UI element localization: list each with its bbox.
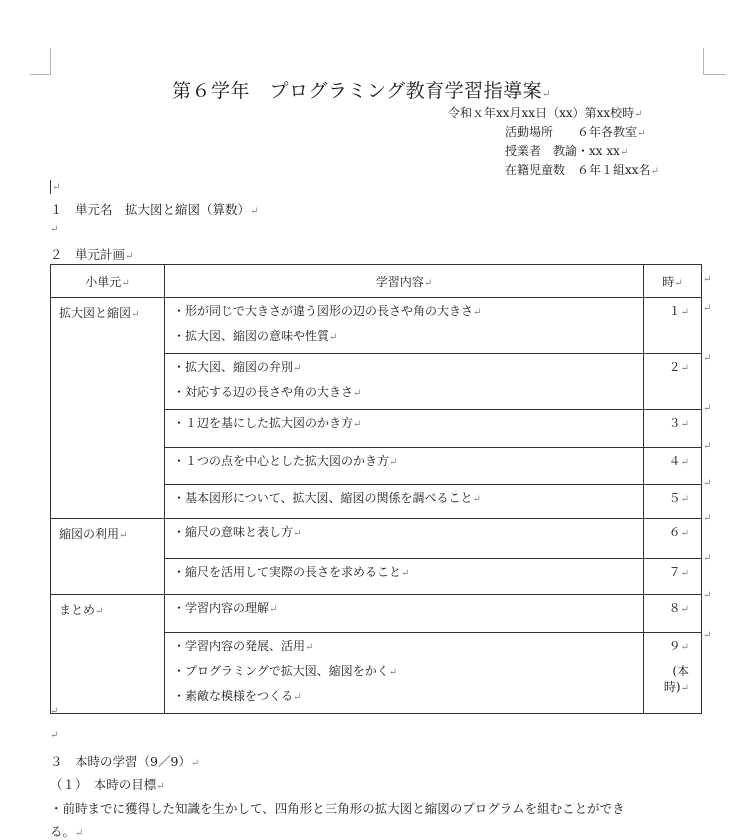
content-cell: ・１つの点を中心とした拡大図のかき方↵ [165, 448, 644, 485]
paragraph-mark: ↵ [50, 706, 59, 717]
hour-cell: ４↵ [644, 448, 702, 485]
meta-students: 在籍児童数 ６年１組xx名↵ [505, 163, 659, 177]
hour-cell: ９↵ (本時)↵ [644, 633, 702, 714]
goal-text-line-2: る。↵ [50, 824, 84, 839]
paragraph-mark: ↵ [619, 147, 629, 158]
content-cell: ・縮尺の意味と表し方↵ [165, 519, 644, 559]
content-cell: ・形が同じで大きさが違う図形の辺の長さや角の大きさ↵ ・拡大図、縮図の意味や性質↵ [165, 298, 644, 354]
table-header-row [51, 265, 702, 298]
text-cursor [50, 180, 51, 194]
paragraph-mark: ↵ [52, 182, 61, 193]
meta-date: 令和ｘ年xx月xx日（xx）第xx校時↵ [448, 106, 643, 120]
row-end-mark: ↵ [703, 353, 712, 364]
content-cell: ・１辺を基にした拡大図のかき方↵ [165, 410, 644, 448]
paragraph-mark: ↵ [542, 89, 552, 100]
hour-cell: ７↵ [644, 559, 702, 595]
content-cell: ・縮尺を活用して実際の長さを求めること↵ [165, 559, 644, 595]
table-row [51, 519, 702, 559]
content-cell: ・基本図形について、拡大図、縮図の関係を調べること↵ [165, 485, 644, 519]
hour-cell: ６↵ [644, 519, 702, 559]
meta-place: 活動場所 ６年各教室↵ [505, 125, 646, 139]
row-end-mark: ↵ [703, 274, 712, 285]
hour-cell: ８↵ [644, 595, 702, 633]
row-end-mark: ↵ [703, 403, 712, 414]
unit-cell: まとめ↵ [51, 595, 165, 714]
document-title: 第６学年 プログラミング教育学習指導案↵ [172, 80, 552, 102]
unit-plan-table [50, 264, 702, 714]
hour-cell: ２↵ [644, 354, 702, 410]
table-row [51, 298, 702, 354]
unit-cell: 拡大図と縮図↵ [51, 298, 165, 519]
section-3-heading: ３ 本時の学習（9／9）↵ [50, 754, 200, 769]
paragraph-mark: ↵ [125, 251, 134, 262]
row-end-mark: ↵ [703, 303, 712, 314]
paragraph-mark: ↵ [50, 224, 59, 235]
row-end-mark: ↵ [703, 590, 712, 601]
row-end-mark: ↵ [703, 441, 712, 452]
section-3-1-heading: （１） 本時の目標↵ [50, 777, 165, 792]
row-end-mark: ↵ [703, 630, 712, 641]
paragraph-mark: ↵ [50, 730, 59, 741]
table-row [51, 595, 702, 633]
crop-mark-top-right [703, 48, 726, 75]
header-hour: 時↵ [644, 265, 702, 298]
hour-cell: ３↵ [644, 410, 702, 448]
row-end-mark: ↵ [703, 553, 712, 564]
paragraph-mark: ↵ [190, 758, 200, 769]
section-2-heading: ２ 単元計画↵ [50, 247, 134, 262]
paragraph-mark: ↵ [250, 206, 259, 217]
unit-cell: 縮図の利用↵ [51, 519, 165, 595]
paragraph-mark: ↵ [156, 781, 165, 792]
paragraph-mark: ↵ [637, 128, 646, 139]
header-content: 学習内容↵ [165, 265, 644, 298]
row-end-mark: ↵ [703, 513, 712, 524]
paragraph-mark: ↵ [634, 109, 643, 120]
content-cell: ・学習内容の発展、活用↵ ・プログラミングで拡大図、縮図をかく↵ ・素敵な模様をつくる↵ [165, 633, 644, 714]
paragraph-mark: ↵ [75, 828, 84, 839]
hour-cell: １↵ [644, 298, 702, 354]
content-cell: ・学習内容の理解↵ [165, 595, 644, 633]
content-cell: ・拡大図、縮図の弁別↵ ・対応する辺の長さや角の大きさ↵ [165, 354, 644, 410]
header-unit: 小単元↵ [51, 265, 165, 298]
meta-teacher: 授業者 教諭・xx xx↵ [505, 144, 629, 158]
goal-text-line-1: ・前時までに獲得した知識を生かして、四角形と三角形の拡大図と縮図のプログラムを組むことができ [50, 801, 625, 816]
paragraph-mark: ↵ [650, 166, 659, 177]
crop-mark-top-left [30, 48, 51, 75]
section-1-heading: １ 単元名 拡大図と縮図（算数）↵ [50, 202, 259, 217]
hour-cell: ５↵ [644, 485, 702, 519]
row-end-mark: ↵ [703, 478, 712, 489]
